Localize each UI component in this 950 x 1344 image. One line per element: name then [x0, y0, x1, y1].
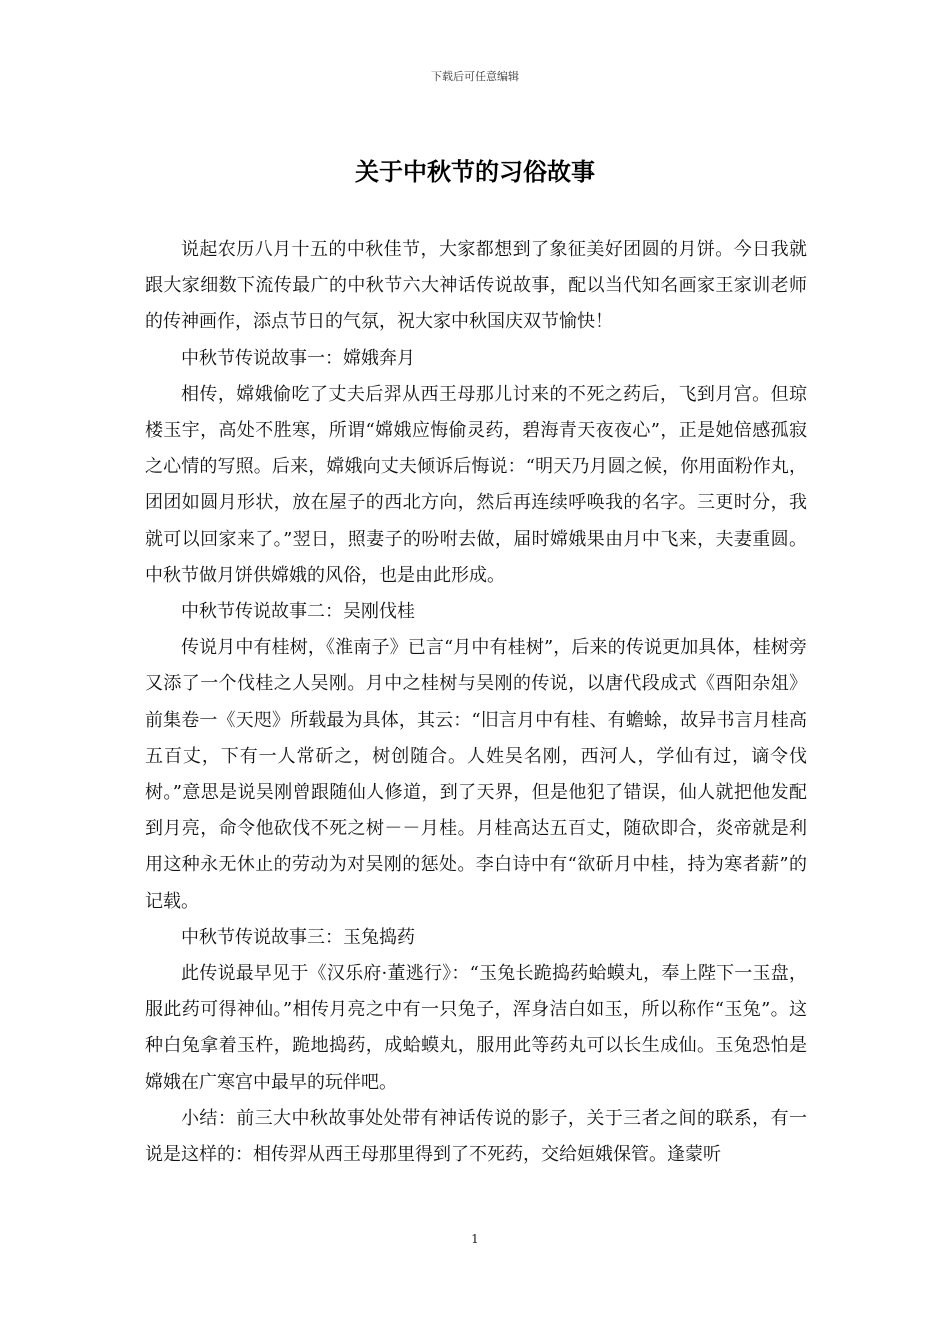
paragraph-intro: 说起农历八月十五的中秋佳节，大家都想到了象征美好团圆的月饼。今日我就跟大家细数下流传最广的中秋节六大神话传说故事，配以当代知名画家王家训老师的传神画作，添点节日的气氛，祝大家中秋国庆双节愉快！ [145, 239, 807, 333]
paragraph-story-2: 传说月中有桂树，《淮南子》已言“月中有桂树”，后来的传说更加具体，桂树旁又添了一个伐桂之人吴刚。月中之桂树与吴刚的传说，以唐代段成式《酉阳杂俎》前集卷一《天咫》所载最为具体，其云：“旧言月中有桂、有蟾蜍，故异书言月桂高五百丈，下有一人常斫之，树创随合。人姓吴名刚，西河人，学仙有过，谪令伐树。”意思是说吴刚曾跟随仙人修道，到了天界，但是他犯了错误，仙人就把他发配到月亮，命令他砍伐不死之树－－月桂。月桂高达五百丈，随砍即合，炎帝就是利用这种永无休止的劳动为对吴刚的惩处。李白诗中有“欲斫月中桂，持为寒者薪”的记载。 [145, 637, 807, 912]
paragraph-story-1: 相传，嫦娥偷吃了丈夫后羿从西王母那儿讨来的不死之药后，飞到月宫。但琼楼玉宇，高处不胜寒，所谓“嫦娥应悔偷灵药，碧海青天夜夜心”，正是她倍感孤寂之心情的写照。后来，嫦娥向丈夫倾诉后悔说：“明天乃月圆之候，你用面粉作丸，团团如圆月形状，放在屋子的西北方向，然后再连续呼唤我的名字。三更时分，我就可以回家来了。”翌日，照妻子的吩咐去做，届时嫦娥果由月中飞来，夫妻重圆。中秋节做月饼供嫦娥的风俗，也是由此形成。 [145, 383, 807, 586]
section-heading-3: 中秋节传说故事三：玉兔捣药 [181, 926, 415, 948]
document-body [145, 232, 807, 1173]
section-heading-2: 中秋节传说故事二：吴刚伐桂 [181, 601, 415, 623]
document-title: 关于中秋节的习俗故事 [355, 157, 595, 186]
paragraph-summary: 小结：前三大中秋故事处处带有神话传说的影子，关于三者之间的联系，有一说是这样的：相传羿从西王母那里得到了不死药，交给姮娥保管。逢蒙听 [145, 1107, 807, 1166]
section-heading-1: 中秋节传说故事一：嫦娥奔月 [181, 347, 415, 369]
page-number: 1 [471, 1232, 479, 1246]
paragraph-story-3: 此传说最早见于《汉乐府·董逃行》：“玉兔长跪捣药蛤蟆丸，奉上陛下一玉盘，服此药可得神仙。”相传月亮之中有一只兔子，浑身洁白如玉，所以称作“玉兔”。这种白兔拿着玉杵，跪地捣药，成蛤蟆丸，服用此等药丸可以长生成仙。玉兔恐怕是嫦娥在广寒宫中最早的玩伴吧。 [145, 963, 807, 1093]
header-note: 下载后可任意编辑 [431, 70, 519, 83]
